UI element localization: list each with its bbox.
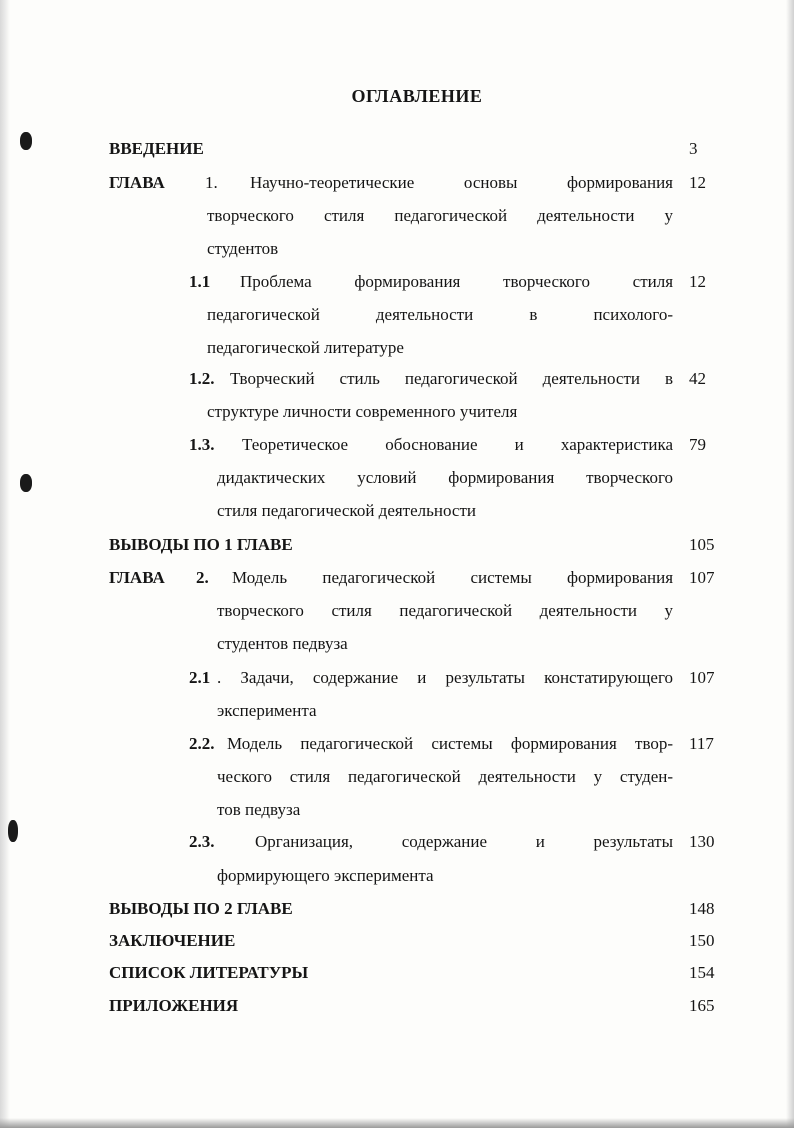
section1-2-page: 42 <box>689 369 706 388</box>
section2-2-number: 2.2. <box>189 734 215 753</box>
scan-edge-right <box>786 0 794 1128</box>
toc-entry-appendices-label: ПРИЛОЖЕНИЯ <box>109 996 239 1015</box>
chapter2-label: ГЛАВА <box>109 568 165 587</box>
toc-entry-references-label: СПИСОК ЛИТЕРАТУРЫ <box>109 963 309 982</box>
chapter1-label: ГЛАВА <box>109 173 165 192</box>
section1-1-number: 1.1 <box>189 272 211 291</box>
section1-3-title-line2: дидактических условий формирования творческого <box>217 468 674 487</box>
chapter2-number: 2. <box>196 568 209 587</box>
section2-1-title-line2: эксперимента <box>217 701 317 720</box>
scan-edge-bottom <box>0 1118 794 1128</box>
page-title: ОГЛАВЛЕНИЕ <box>351 86 483 106</box>
toc-entry-appendices-page: 165 <box>689 996 715 1015</box>
section2-1-number: 2.1 <box>189 668 211 687</box>
punch-hole-mark <box>8 820 18 842</box>
chapter2-page: 107 <box>689 568 715 587</box>
scan-edge-left <box>0 0 10 1128</box>
toc-entry-conclusions2-label: ВЫВОДЫ ПО 2 ГЛАВЕ <box>109 899 293 918</box>
section2-1-title-line1: . Задачи, содержание и результаты констатирующего <box>217 668 674 687</box>
section2-2-title-line3: тов педвуза <box>217 800 301 819</box>
toc-entry-conclusion-page: 150 <box>689 931 715 950</box>
section1-3-title-line3: стиля педагогической деятельности <box>217 501 476 520</box>
chapter1-title-line1: Научно-теоретические основы формирования <box>250 173 673 192</box>
section1-3-page: 79 <box>689 435 706 454</box>
toc-entry-conclusions1-label: ВЫВОДЫ ПО 1 ГЛАВЕ <box>109 535 293 554</box>
toc-entry-conclusions2-page: 148 <box>689 899 715 918</box>
section2-2-title-line1: Модель педагогической системы формирования твор- <box>227 734 674 753</box>
section2-3-title-line1: Организация, содержание и результаты <box>255 832 674 851</box>
section1-2-title-line2: структуре личности современного учителя <box>207 402 518 421</box>
section1-1-title-line1: Проблема формирования творческого стиля <box>240 272 674 291</box>
toc-entry-intro-label: ВВЕДЕНИЕ <box>109 139 204 158</box>
chapter1-page: 12 <box>689 173 706 192</box>
punch-hole-mark <box>20 132 32 150</box>
section1-1-page: 12 <box>689 272 706 291</box>
toc-entry-references-page: 154 <box>689 963 715 982</box>
chapter2-title-line3: студентов педвуза <box>217 634 348 653</box>
chapter1-number: 1. <box>205 173 218 192</box>
section2-2-page: 117 <box>689 734 714 753</box>
chapter1-title-line2: творческого стиля педагогической деятельности у <box>207 206 673 225</box>
section2-3-page: 130 <box>689 832 715 851</box>
section1-2-number: 1.2. <box>189 369 215 388</box>
section1-3-title-line1: Теоретическое обоснование и характеристика <box>242 435 674 454</box>
section1-1-title-line3: педагогической литературе <box>207 338 404 357</box>
section2-2-title-line2: ческого стиля педагогической деятельности у студен- <box>217 767 674 786</box>
toc-entry-conclusion-label: ЗАКЛЮЧЕНИЕ <box>109 931 236 950</box>
section1-2-title-line1: Творческий стиль педагогической деятельности в <box>230 369 674 388</box>
punch-hole-mark <box>20 474 32 492</box>
chapter2-title-line1: Модель педагогической системы формирования <box>232 568 674 587</box>
section2-3-title-line2: формирующего эксперимента <box>217 866 434 885</box>
toc-entry-intro-page: 3 <box>689 139 698 158</box>
chapter1-title-line3: студентов <box>207 239 279 258</box>
section2-1-page: 107 <box>689 668 715 687</box>
section1-1-title-line2: педагогической деятельности в психолого- <box>207 305 674 324</box>
chapter2-title-line2: творческого стиля педагогической деятельности у <box>217 601 673 620</box>
section1-3-number: 1.3. <box>189 435 215 454</box>
toc-entry-conclusions1-page: 105 <box>689 535 715 554</box>
section2-3-number: 2.3. <box>189 832 215 851</box>
